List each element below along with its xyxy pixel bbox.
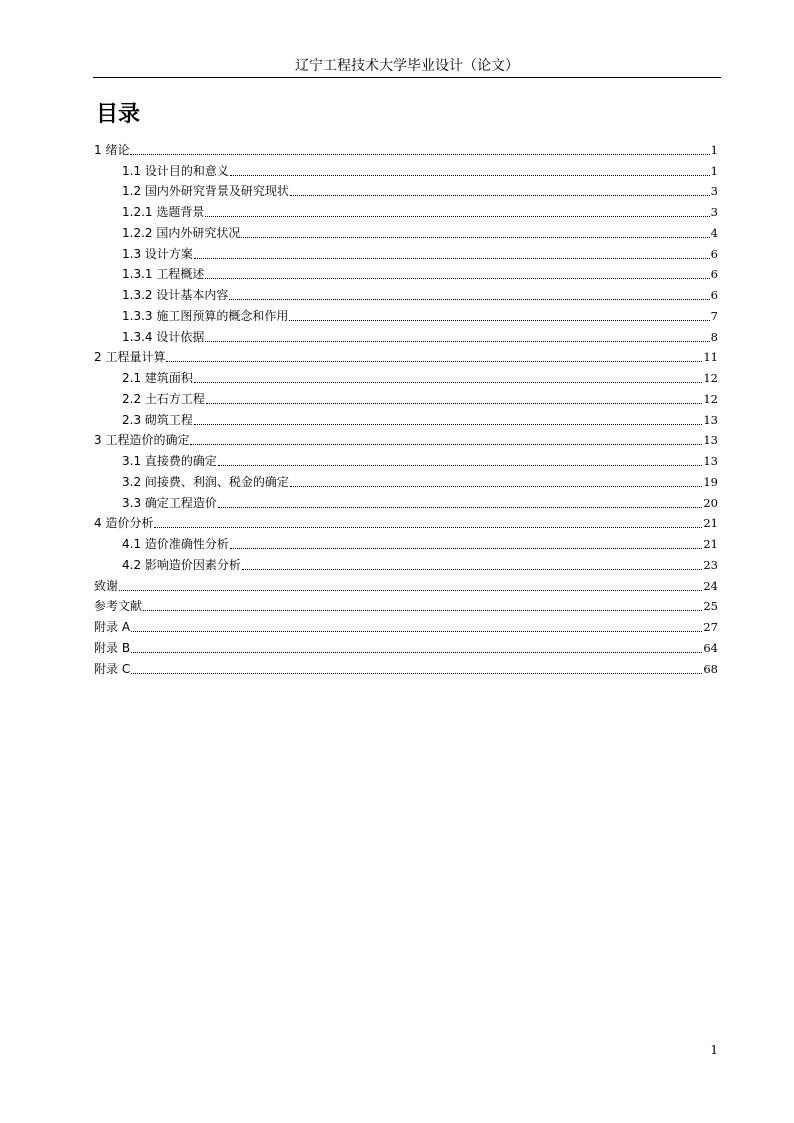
toc-entry-page: 23 [703,557,718,572]
toc-entry-label: 4.2 影响造价因素分析 [122,557,241,572]
toc-entry-page: 6 [710,288,718,302]
toc-entry-page: 8 [710,329,718,344]
running-header: 辽宁工程技术大学毕业设计（论文） [93,56,721,78]
toc-entry-label: 2 工程量计算 [94,350,166,365]
toc-entry[interactable] [94,531,718,552]
toc-entry[interactable] [94,635,718,656]
toc-dot-leader [289,320,709,321]
toc-entry[interactable] [94,552,718,573]
toc-dot-leader [218,507,702,508]
toc-entry-page: 3 [710,184,718,199]
toc-dot-leader [143,610,702,611]
toc-entry[interactable] [94,303,718,324]
toc-entry[interactable] [94,282,718,303]
toc-entry-label: 2.3 砌筑工程 [122,412,193,427]
toc-entry[interactable] [94,220,718,241]
toc-dot-leader [205,341,709,342]
toc-dot-leader [131,631,702,632]
toc-entry-label: 3 工程造价的确定 [94,433,190,448]
toc-entry-page: 1 [710,163,718,178]
toc-dot-leader [119,590,702,591]
toc-entry[interactable] [94,490,718,511]
toc-entry-label: 附录 A [94,620,131,634]
page-number: 1 [710,1043,718,1057]
toc-entry[interactable] [94,511,718,532]
toc-dot-leader [166,361,702,362]
toc-dot-leader [230,175,710,176]
toc-entry[interactable] [94,262,718,283]
toc-dot-leader [131,652,702,653]
toc-dot-leader [242,569,702,570]
toc-entry-label: 附录 C [94,661,131,676]
toc-entry-label: 2.2 土石方工程 [122,391,205,406]
toc-entry[interactable] [94,656,718,677]
toc-entry-page: 21 [703,537,718,551]
toc-entry-page: 12 [703,391,718,406]
toc-entry-label: 1.2 国内外研究背景及研究现状 [122,184,289,199]
toc-entry-page: 3 [710,205,718,219]
toc-entry[interactable] [94,448,718,469]
toc-entry[interactable] [94,407,718,428]
toc-entry-page: 7 [710,308,718,323]
toc-dot-leader [206,403,702,404]
toc-dot-leader [229,299,709,300]
toc-entry-page: 68 [703,661,718,676]
toc-entry-page: 20 [703,495,718,510]
toc-entry[interactable] [94,179,718,200]
toc-entry-page: 19 [703,474,718,489]
toc-entry-label: 1.2.1 选题背景 [122,205,205,219]
toc-entry-page: 27 [703,620,718,634]
toc-entry[interactable] [94,594,718,615]
toc-dot-leader [194,258,710,259]
toc-entry[interactable] [94,241,718,262]
toc-entry-page: 13 [703,412,718,427]
toc-dot-leader [218,465,702,466]
toc-entry-label: 1.3.3 施工图预算的概念和作用 [122,308,289,323]
toc-entry-page: 11 [703,350,718,365]
toc-entry[interactable] [94,199,718,220]
toc-entry-page: 21 [703,516,718,531]
table-of-contents [94,137,718,677]
toc-dot-leader [290,195,710,196]
toc-entry[interactable] [94,469,718,490]
toc-entry[interactable] [94,345,718,366]
toc-entry[interactable] [94,386,718,407]
toc-entry-label: 4 造价分析 [94,516,154,531]
toc-dot-leader [241,237,709,238]
toc-entry-label: 3.2 间接费、利润、税金的确定 [122,474,289,489]
toc-entry-page: 4 [710,225,718,240]
toc-dot-leader [154,527,702,528]
toc-entry[interactable] [94,324,718,345]
toc-entry[interactable] [94,365,718,386]
toc-entry-label: 1.3.1 工程概述 [122,267,205,282]
toc-entry-label: 附录 B [94,640,131,655]
toc-entry-page: 64 [703,640,718,655]
toc-entry-label: 1.3.4 设计依据 [122,329,205,344]
toc-entry-label: 4.1 造价准确性分析 [122,537,229,551]
toc-entry[interactable] [94,137,718,158]
toc-dot-leader [205,216,709,217]
toc-entry-label: 1.3.2 设计基本内容 [122,288,229,302]
toc-entry-label: 参考文献 [94,599,143,614]
toc-dot-leader [190,444,702,445]
toc-entry[interactable] [94,614,718,635]
toc-dot-leader [290,486,702,487]
toc-entry-page: 24 [703,578,718,593]
toc-dot-leader [194,382,702,383]
toc-entry-label: 3.3 确定工程造价 [122,495,217,510]
toc-entry-label: 2.1 建筑面积 [122,371,193,385]
toc-entry-page: 13 [703,454,718,468]
toc-dot-leader [131,673,702,674]
toc-entry-page: 13 [703,433,718,448]
toc-entry-page: 6 [710,246,718,261]
toc-entry-page: 1 [710,142,718,157]
toc-entry-page: 6 [710,267,718,282]
toc-entry-label: 1.1 设计目的和意义 [122,163,229,178]
toc-dot-leader [194,424,702,425]
toc-entry-page: 25 [703,599,718,614]
toc-dot-leader [130,154,709,155]
toc-entry-label: 1 绪论 [94,142,130,157]
toc-entry[interactable] [94,573,718,594]
toc-entry-label: 1.3 设计方案 [122,246,193,261]
toc-entry[interactable] [94,428,718,449]
toc-entry-label: 3.1 直接费的确定 [122,454,217,468]
page-title: 目录 [96,102,141,127]
toc-entry-label: 1.2.2 国内外研究状况 [122,225,241,240]
toc-entry-label: 致谢 [94,578,119,593]
toc-entry-page: 12 [703,371,718,385]
toc-dot-leader [205,278,709,279]
toc-entry[interactable] [94,158,718,179]
toc-dot-leader [230,548,702,549]
